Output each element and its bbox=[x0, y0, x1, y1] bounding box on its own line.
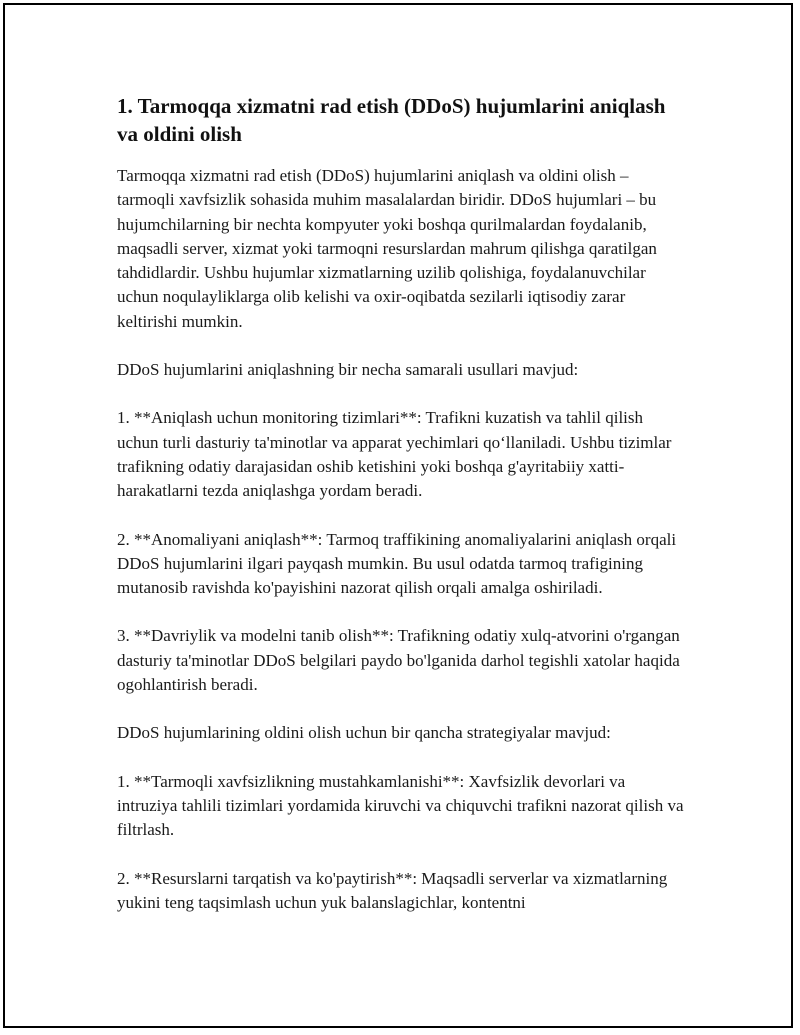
prevention-item-resources: 2. **Resurslarni tarqatish va ko'paytirish**: Maqsadli serverlar va xizmatlarning yukini teng taqsimlash uchun yuk balanslagichlar, kontentni bbox=[117, 868, 668, 912]
document-body bbox=[117, 92, 685, 939]
detection-item-pattern: 3. **Davriylik va modelni tanib olish**: Trafikning odatiy xulq-atvorini o'rgangan dasturiy ta'minotlar DDoS belgilari paydo bo'lganida darhol tegishli xatolar haqida ogohlantirish beradi. bbox=[117, 626, 680, 695]
intro-paragraph: Tarmoqqa xizmatni rad etish (DDoS) hujumlarini aniqlash va oldini olish – tarmoqli xavfsizlik sohasida muhim masalalardan biridir. DDoS hujumlari – bu hujumchilarning bir nechta kompyuter yoki boshqa qurilmalardan foydalanib, maqsadli server, xizmat yoki tarmoqni resurslardan mahrum qilishga qaratilgan tahdidlardir. Ushbu hujumlar xizmatlarning uzilib qolishiga, foydalanuvchilar uchun noqulayliklarga olib kelishi va oxir-oqibatda sezilarli iqtisodiy zarar keltirishi mumkin. bbox=[117, 166, 657, 331]
prevention-intro-paragraph: DDoS hujumlarining oldini olish uchun bir qancha strategiyalar mavjud: bbox=[117, 723, 611, 743]
section-heading: 1. Tarmoqqa xizmatni rad etish (DDoS) hujumlarini aniqlash va oldini olish bbox=[117, 94, 666, 146]
detection-item-monitoring: 1. **Aniqlash uchun monitoring tizimlari**: Trafikni kuzatish va tahlil qilish uchun turli dasturiy ta'minotlar va apparat yechimlari qo‘llaniladi. Ushbu tizimlar trafikning odatiy darajasidan oshib ketishini yoki boshqa g'ayritabiiy xatti-harakatlarni tezda aniqlashga yordam beradi. bbox=[117, 408, 672, 501]
detection-item-anomaly: 2. **Anomaliyani aniqlash**: Tarmoq traffikining anomaliyalarini aniqlash orqali DDoS hujumlarini ilgari payqash mumkin. Bu usul odatda tarmoq trafigining mutanosib ravishda ko'payishini nazorat qilish orqali amalga oshiriladi. bbox=[117, 529, 677, 598]
detection-intro-paragraph: DDoS hujumlarini aniqlashning bir necha samarali usullari mavjud: bbox=[117, 360, 579, 380]
prevention-item-security: 1. **Tarmoqli xavfsizlikning mustahkamlanishi**: Xavfsizlik devorlari va intruziya tahlili tizimlari yordamida kiruvchi va chiquvchi trafikni nazorat qilish va filtrlash. bbox=[117, 771, 684, 840]
